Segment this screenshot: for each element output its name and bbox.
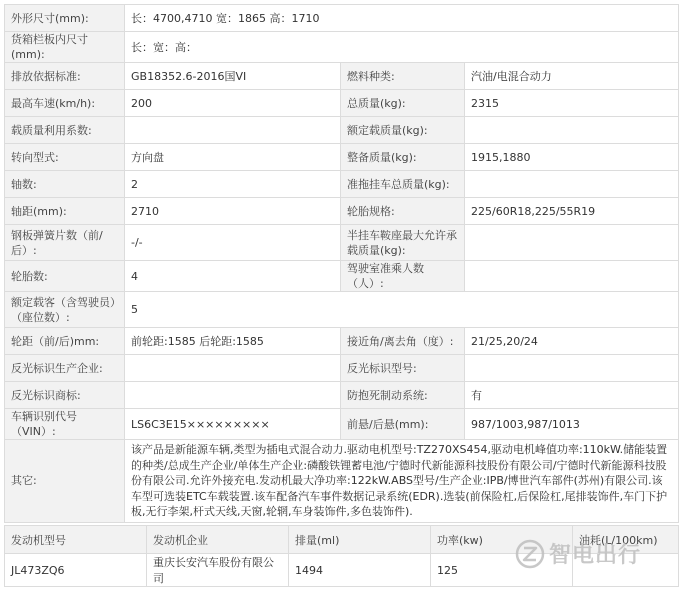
engine-header-displacement: 排量(ml) bbox=[289, 526, 431, 554]
spec-label: 额定载客（含驾驶员）（座位数）: bbox=[5, 292, 125, 328]
table-row bbox=[5, 261, 679, 292]
spec-value-other: 该产品是新能源车辆,类型为插电式混合动力.驱动电机型号:TZ270XS454,驱动电机峰值功率:110kW.储能装置的种类/总成生产企业/单体生产企业:磷酸铁锂蓄电池/宁德时代新能源科技股份有限公司/宁德时代新能源科技股份有限公司.允许外接充电.发动机最大净功率:122kW.ABS型号/生产企业:IPB/博世汽车部件(苏州)有限公司.该车型可选装ETC车载装置.该车配备汽车事件数据记录系统(EDR).选装(前保险杠,后保险杠,尾排装饰件,车门下护板,无行李架,杆式天线,天窗,轮辋,车身装饰件,多色装饰件). bbox=[125, 440, 679, 523]
spec-value: 200 bbox=[125, 90, 341, 117]
spec-label: 轴数: bbox=[5, 171, 125, 198]
spec-value: 2710 bbox=[125, 198, 341, 225]
spec-value: 2 bbox=[125, 171, 341, 198]
spec-label: 轮胎数: bbox=[5, 261, 125, 292]
spec-label: 载质量利用系数: bbox=[5, 117, 125, 144]
spec-value: 21/25,20/24 bbox=[465, 328, 679, 355]
vehicle-spec-table bbox=[4, 4, 679, 523]
table-row bbox=[5, 225, 679, 261]
table-row bbox=[5, 382, 679, 409]
table-row bbox=[5, 32, 679, 63]
table-row bbox=[5, 144, 679, 171]
spec-label: 最高车速(km/h): bbox=[5, 90, 125, 117]
spec-value: 前轮距:1585 后轮距:1585 bbox=[125, 328, 341, 355]
spec-label: 排放依据标准: bbox=[5, 63, 125, 90]
engine-table bbox=[4, 525, 679, 587]
spec-value: 有 bbox=[465, 382, 679, 409]
engine-header-row bbox=[5, 526, 679, 554]
spec-value bbox=[125, 355, 341, 382]
spec-value: -/- bbox=[125, 225, 341, 261]
spec-value: 长：宽：高： bbox=[125, 32, 679, 63]
engine-maker: 重庆长安汽车股份有限公司 bbox=[147, 554, 289, 587]
spec-value bbox=[465, 117, 679, 144]
table-row bbox=[5, 292, 679, 328]
engine-power: 125 bbox=[431, 554, 573, 587]
spec-label: 前悬/后悬(mm): bbox=[341, 409, 465, 440]
spec-label: 整备质量(kg): bbox=[341, 144, 465, 171]
spec-label: 接近角/离去角（度）: bbox=[341, 328, 465, 355]
spec-value: 987/1003,987/1013 bbox=[465, 409, 679, 440]
spec-value bbox=[465, 225, 679, 261]
engine-fuel-consumption bbox=[573, 554, 679, 587]
watermark-text: 智电出行 bbox=[549, 543, 642, 568]
spec-value bbox=[465, 261, 679, 292]
table-row bbox=[5, 90, 679, 117]
spec-label: 总质量(kg): bbox=[341, 90, 465, 117]
table-row bbox=[5, 355, 679, 382]
table-row bbox=[5, 63, 679, 90]
spec-label: 反光标识型号: bbox=[341, 355, 465, 382]
table-row bbox=[5, 409, 679, 440]
spec-label: 外形尺寸(mm): bbox=[5, 5, 125, 32]
spec-value: GB18352.6-2016国VI bbox=[125, 63, 341, 90]
spec-label: 半挂车鞍座最大允许承载质量(kg): bbox=[341, 225, 465, 261]
spec-label: 货箱栏板内尺寸(mm): bbox=[5, 32, 125, 63]
spec-label: 轮胎规格: bbox=[341, 198, 465, 225]
spec-label: 反光标识商标: bbox=[5, 382, 125, 409]
spec-value bbox=[125, 382, 341, 409]
spec-label: 轴距(mm): bbox=[5, 198, 125, 225]
engine-data-row bbox=[5, 554, 679, 587]
spec-label: 钢板弹簧片数（前/后）: bbox=[5, 225, 125, 261]
spec-label: 准拖挂车总质量(kg): bbox=[341, 171, 465, 198]
engine-model: JL473ZQ6 bbox=[5, 554, 147, 587]
spec-value: LS6C3E15××××××××× bbox=[125, 409, 341, 440]
spec-value: 长：4700,4710 宽：1865 高：1710 bbox=[125, 5, 679, 32]
spec-value: 2315 bbox=[465, 90, 679, 117]
engine-header-model: 发动机型号 bbox=[5, 526, 147, 554]
spec-label: 燃料种类: bbox=[341, 63, 465, 90]
spec-label: 驾驶室准乘人数（人）: bbox=[341, 261, 465, 292]
spec-label: 车辆识别代号（VIN）: bbox=[5, 409, 125, 440]
engine-header-maker: 发动机企业 bbox=[147, 526, 289, 554]
table-row bbox=[5, 5, 679, 32]
spec-value: 4 bbox=[125, 261, 341, 292]
table-row bbox=[5, 117, 679, 144]
spec-value bbox=[465, 355, 679, 382]
table-row bbox=[5, 328, 679, 355]
table-row bbox=[5, 171, 679, 198]
spec-value: 方向盘 bbox=[125, 144, 341, 171]
spec-label: 额定载质量(kg): bbox=[341, 117, 465, 144]
spec-label: 轮距（前/后)mm: bbox=[5, 328, 125, 355]
spec-value: 225/60R18,225/55R19 bbox=[465, 198, 679, 225]
spec-value bbox=[125, 117, 341, 144]
spec-value: 1915,1880 bbox=[465, 144, 679, 171]
spec-value: 汽油/电混合动力 bbox=[465, 63, 679, 90]
engine-displacement: 1494 bbox=[289, 554, 431, 587]
engine-header-fuel-consumption: 油耗(L/100km) bbox=[573, 526, 679, 554]
table-row bbox=[5, 198, 679, 225]
spec-label: 其它: bbox=[5, 440, 125, 523]
spec-label: 防抱死制动系统: bbox=[341, 382, 465, 409]
table-row bbox=[5, 440, 679, 523]
engine-header-power: 功率(kw) bbox=[431, 526, 573, 554]
spec-value: 5 bbox=[125, 292, 679, 328]
spec-label: 反光标识生产企业: bbox=[5, 355, 125, 382]
spec-label: 转向型式: bbox=[5, 144, 125, 171]
spec-value bbox=[465, 171, 679, 198]
